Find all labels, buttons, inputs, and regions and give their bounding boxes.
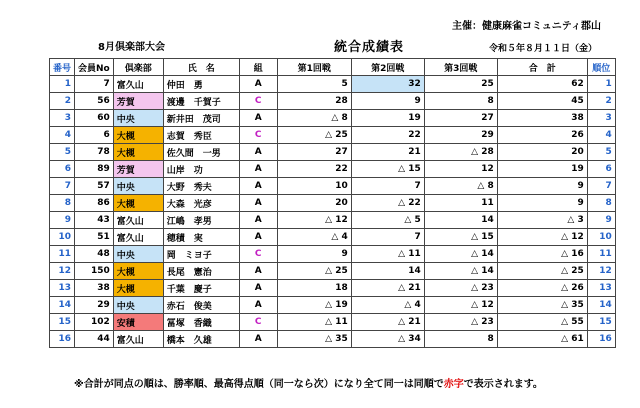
column-header-round3: 第3回戦	[424, 59, 497, 76]
round2-score: 19	[351, 110, 424, 127]
table-header-row	[50, 59, 616, 76]
footnote-text-end: で表示されます。	[463, 379, 543, 390]
total-score: 62	[497, 76, 587, 93]
group-code: C	[239, 246, 277, 263]
table-row	[50, 263, 616, 280]
group-code: C	[239, 127, 277, 144]
group-code: A	[239, 178, 277, 195]
round3-score: 11	[424, 195, 497, 212]
member-number: 78	[75, 144, 114, 161]
club-name: 大槻	[113, 280, 163, 297]
row-number: 10	[50, 229, 75, 246]
row-number: 16	[50, 331, 75, 348]
rank-value: 4	[587, 127, 615, 144]
column-header-round1: 第1回戦	[277, 59, 351, 76]
player-name: 冨塚 香織	[163, 314, 239, 331]
total-score: 9	[497, 195, 587, 212]
total-score: △ 26	[497, 280, 587, 297]
row-number: 13	[50, 280, 75, 297]
round1-score: △ 19	[277, 297, 351, 314]
round1-score: 27	[277, 144, 351, 161]
row-number: 15	[50, 314, 75, 331]
rank-value: 11	[587, 246, 615, 263]
table-row	[50, 178, 616, 195]
round1-score: △ 35	[277, 331, 351, 348]
table-row	[50, 76, 616, 93]
club-name: 中央	[113, 110, 163, 127]
round3-score: 27	[424, 110, 497, 127]
round2-score: △ 21	[351, 280, 424, 297]
round2-score: 7	[351, 178, 424, 195]
player-name: 佐久間 一男	[163, 144, 239, 161]
player-name: 岡 ミヨ子	[163, 246, 239, 263]
player-name: 山岸 功	[163, 161, 239, 178]
round1-score: △ 8	[277, 110, 351, 127]
total-score: 20	[497, 144, 587, 161]
rank-value: 9	[587, 212, 615, 229]
round1-score: 28	[277, 93, 351, 110]
round3-score: 8	[424, 331, 497, 348]
club-name: 大槻	[113, 144, 163, 161]
round2-score: 9	[351, 93, 424, 110]
club-name: 大槻	[113, 263, 163, 280]
member-number: 51	[75, 229, 114, 246]
row-number: 5	[50, 144, 75, 161]
club-name: 安積	[113, 314, 163, 331]
footnote-red-text: 赤字	[443, 379, 464, 390]
round2-score: 7	[351, 229, 424, 246]
round2-score: 14	[351, 263, 424, 280]
player-name: 仲田 勇	[163, 76, 239, 93]
total-score: 26	[497, 127, 587, 144]
player-name: 長尾 憲治	[163, 263, 239, 280]
group-code: A	[239, 212, 277, 229]
club-name: 大槻	[113, 195, 163, 212]
event-name: 8月倶楽部大会	[98, 42, 165, 53]
rank-value: 16	[587, 331, 615, 348]
row-number: 9	[50, 212, 75, 229]
total-score: △ 55	[497, 314, 587, 331]
group-code: A	[239, 144, 277, 161]
round3-score: 12	[424, 161, 497, 178]
column-header-round2: 第2回戦	[351, 59, 424, 76]
round1-score: △ 25	[277, 263, 351, 280]
column-header-rank: 順位	[587, 59, 615, 76]
member-number: 57	[75, 178, 114, 195]
round3-score: △ 15	[424, 229, 497, 246]
round1-score: 9	[277, 246, 351, 263]
member-number: 150	[75, 263, 114, 280]
player-name: 千葉 慶子	[163, 280, 239, 297]
group-code: A	[239, 76, 277, 93]
club-name: 富久山	[113, 212, 163, 229]
round2-score: △ 4	[351, 297, 424, 314]
player-name: 江嶋 孝男	[163, 212, 239, 229]
page-title: 統合成績表	[334, 40, 405, 55]
round3-score: △ 14	[424, 246, 497, 263]
row-number: 6	[50, 161, 75, 178]
member-number: 48	[75, 246, 114, 263]
player-name: 赤石 俊美	[163, 297, 239, 314]
rank-value: 13	[587, 280, 615, 297]
club-name: 中央	[113, 297, 163, 314]
row-number: 7	[50, 178, 75, 195]
player-name: 大森 光彦	[163, 195, 239, 212]
rank-value: 14	[587, 297, 615, 314]
round2-score: △ 5	[351, 212, 424, 229]
round2-score: △ 11	[351, 246, 424, 263]
rank-value: 1	[587, 76, 615, 93]
round1-score: 20	[277, 195, 351, 212]
round1-score: △ 12	[277, 212, 351, 229]
member-number: 102	[75, 314, 114, 331]
group-code: A	[239, 280, 277, 297]
table-row	[50, 161, 616, 178]
round2-score: △ 21	[351, 314, 424, 331]
group-code: A	[239, 263, 277, 280]
member-number: 44	[75, 331, 114, 348]
round1-score: △ 4	[277, 229, 351, 246]
group-code: A	[239, 297, 277, 314]
total-score: △ 3	[497, 212, 587, 229]
round2-score: △ 34	[351, 331, 424, 348]
round1-score: 5	[277, 76, 351, 93]
rank-value: 15	[587, 314, 615, 331]
club-name: 富久山	[113, 76, 163, 93]
round3-score: △ 12	[424, 297, 497, 314]
round1-score: 22	[277, 161, 351, 178]
rank-value: 3	[587, 110, 615, 127]
member-number: 60	[75, 110, 114, 127]
table-row	[50, 144, 616, 161]
member-number: 7	[75, 76, 114, 93]
round1-score: 18	[277, 280, 351, 297]
round2-score: 21	[351, 144, 424, 161]
row-number: 12	[50, 263, 75, 280]
club-name: 中央	[113, 246, 163, 263]
table-row	[50, 280, 616, 297]
row-number: 11	[50, 246, 75, 263]
footnote	[74, 375, 543, 390]
table-row	[50, 229, 616, 246]
column-header-club: 倶楽部	[113, 59, 163, 76]
total-score: 38	[497, 110, 587, 127]
group-code: A	[239, 195, 277, 212]
total-score: 45	[497, 93, 587, 110]
rank-value: 10	[587, 229, 615, 246]
round2-score: △ 15	[351, 161, 424, 178]
total-score: △ 61	[497, 331, 587, 348]
round3-score: △ 8	[424, 178, 497, 195]
round2-score: 32	[351, 76, 424, 93]
column-header-total: 合 計	[497, 59, 587, 76]
total-score: 9	[497, 178, 587, 195]
round2-score: 22	[351, 127, 424, 144]
row-number: 14	[50, 297, 75, 314]
member-number: 6	[75, 127, 114, 144]
row-number: 1	[50, 76, 75, 93]
column-header-member-no: 会員No	[75, 59, 114, 76]
round3-score: 25	[424, 76, 497, 93]
round3-score: 8	[424, 93, 497, 110]
club-name: 富久山	[113, 331, 163, 348]
rank-value: 6	[587, 161, 615, 178]
total-score: △ 35	[497, 297, 587, 314]
member-number: 89	[75, 161, 114, 178]
row-number: 8	[50, 195, 75, 212]
table-row	[50, 246, 616, 263]
member-number: 56	[75, 93, 114, 110]
player-name: 新井田 茂司	[163, 110, 239, 127]
group-code: A	[239, 331, 277, 348]
total-score: △ 16	[497, 246, 587, 263]
player-name: 志賀 秀臣	[163, 127, 239, 144]
player-name: 穂積 実	[163, 229, 239, 246]
results-body	[50, 76, 616, 348]
group-code: A	[239, 229, 277, 246]
group-code: A	[239, 110, 277, 127]
player-name: 大野 秀夫	[163, 178, 239, 195]
row-number: 2	[50, 93, 75, 110]
round3-score: △ 23	[424, 280, 497, 297]
row-number: 4	[50, 127, 75, 144]
member-number: 38	[75, 280, 114, 297]
round3-score: △ 23	[424, 314, 497, 331]
rank-value: 8	[587, 195, 615, 212]
event-date: 令和５年８月１１日（金）	[489, 44, 598, 54]
player-name: 橋本 久雄	[163, 331, 239, 348]
table-row	[50, 127, 616, 144]
column-header-name: 氏 名	[163, 59, 239, 76]
club-name: 中央	[113, 178, 163, 195]
club-name: 富久山	[113, 229, 163, 246]
table-row	[50, 93, 616, 110]
organizer-label: 主催：健康麻雀コミュニティ郡山	[452, 21, 601, 32]
rank-value: 12	[587, 263, 615, 280]
table-row	[50, 297, 616, 314]
total-score: 19	[497, 161, 587, 178]
member-number: 29	[75, 297, 114, 314]
rank-value: 7	[587, 178, 615, 195]
round1-score: 10	[277, 178, 351, 195]
total-score: △ 25	[497, 263, 587, 280]
results-table	[49, 58, 616, 348]
group-code: C	[239, 314, 277, 331]
column-header-group: 組	[239, 59, 277, 76]
round3-score: 29	[424, 127, 497, 144]
player-name: 渡邊 千賀子	[163, 93, 239, 110]
member-number: 43	[75, 212, 114, 229]
row-number: 3	[50, 110, 75, 127]
round2-score: △ 22	[351, 195, 424, 212]
footnote-text: ※合計が同点の順は、勝率順、最高得点順（同一なら次）になり全て同一は同順で	[74, 379, 444, 390]
table-row	[50, 212, 616, 229]
table-row	[50, 195, 616, 212]
member-number: 86	[75, 195, 114, 212]
rank-value: 5	[587, 144, 615, 161]
club-name: 芳賀	[113, 161, 163, 178]
group-code: A	[239, 161, 277, 178]
round3-score: △ 28	[424, 144, 497, 161]
table-row	[50, 314, 616, 331]
group-code: C	[239, 93, 277, 110]
table-row	[50, 331, 616, 348]
rank-value: 2	[587, 93, 615, 110]
column-header-number: 番号	[50, 59, 75, 76]
round3-score: △ 14	[424, 263, 497, 280]
round3-score: 14	[424, 212, 497, 229]
club-name: 芳賀	[113, 93, 163, 110]
total-score: △ 12	[497, 229, 587, 246]
round1-score: △ 11	[277, 314, 351, 331]
table-row	[50, 110, 616, 127]
round1-score: △ 25	[277, 127, 351, 144]
club-name: 大槻	[113, 127, 163, 144]
